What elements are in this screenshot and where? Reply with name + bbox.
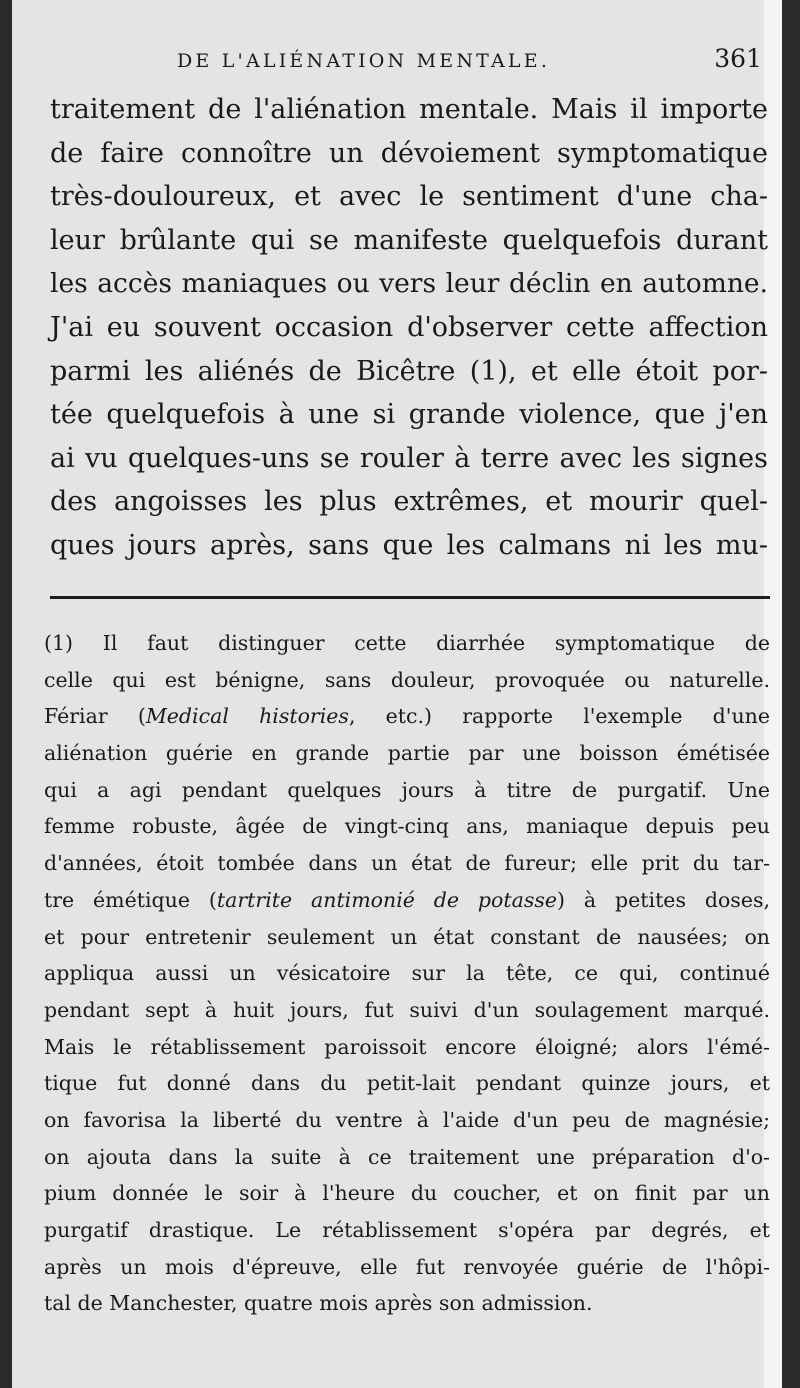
footnote-line: appliqua aussi un vésicatoire sur la tête, ce qui, continué — [44, 961, 770, 986]
italic-title: Medical histories — [145, 704, 349, 729]
footnote-text: Fériar ( — [44, 704, 146, 729]
main-text — [50, 88, 768, 568]
text-line: traitement de l'aliénation mentale. Mais il importe — [50, 94, 768, 125]
footnote-line — [44, 882, 770, 919]
footnote-line: femme robuste, âgée de vingt-cinq ans, maniaque depuis peu — [44, 814, 770, 839]
page-number: 361 — [714, 44, 762, 73]
footnote-line: tal de Manchester, quatre mois après son admission. — [44, 1291, 593, 1316]
footnote-line: purgatif drastique. Le rétablissement s'opéra par degrés, et — [44, 1218, 770, 1242]
text-line: parmi les aliénés de Bicêtre (1), et elle étoit por- — [50, 355, 768, 387]
footnote-line: tique fut donné dans du petit-lait pendant quinze jours, et — [44, 1071, 770, 1096]
footnote-line: et pour entretenir seulement un état constant de nausées; on — [44, 924, 770, 949]
text-line: ques jours après, sans que les calmans ni les mu- — [50, 529, 768, 561]
text-line: de faire connoître un dévoiement symptomatique — [50, 137, 768, 169]
footnote-line: pendant sept à huit jours, fut suivi d'un soulagement marqué. — [44, 997, 770, 1022]
footnote-line: aliénation guérie en grande partie par une boisson émétisée — [44, 741, 770, 766]
page-header — [177, 44, 762, 78]
book-page — [12, 0, 782, 1388]
footnote-line: qui a agi pendant quelques jours à titre de purgatif. Une — [44, 777, 770, 802]
footnote-line: on ajouta dans la suite à ce traitement une préparation d'o- — [44, 1144, 770, 1169]
italic-term: tartrite antimonié de potasse — [216, 887, 558, 912]
footnote-text: , etc.) rapporte l'exemple d'une — [348, 704, 770, 729]
text-line: tée quelquefois à une si grande violence, que j'en — [50, 399, 768, 431]
footnote-text: tre émétique ( — [44, 887, 217, 912]
footnote-line: pium donnée le soir à l'heure du coucher, et on finit par un — [44, 1181, 770, 1206]
footnote-text: ) à petites doses, — [557, 887, 771, 912]
text-line: leur brûlante qui se manifeste quelquefois durant — [50, 224, 768, 256]
footnote-divider — [50, 596, 770, 599]
footnote-line: après un mois d'épreuve, elle fut renvoyée guérie de l'hôpi- — [44, 1254, 770, 1279]
text-line: ai vu quelques-uns se rouler à terre avec les signes — [50, 442, 768, 474]
text-line: des angoisses les plus extrêmes, et mourir quel- — [50, 486, 768, 518]
running-title: DE L'ALIÉNATION MENTALE. — [177, 50, 551, 72]
footnote-line: Mais le rétablissement paroissoit encore éloigné; alors l'émé- — [44, 1034, 770, 1059]
text-line: J'ai eu souvent occasion d'observer cette affection — [50, 311, 768, 343]
footnote-line — [44, 698, 770, 735]
footnote-line: celle qui est bénigne, sans douleur, provoquée ou naturelle. — [44, 667, 770, 692]
text-line: très-douloureux, et avec le sentiment d'une cha- — [50, 181, 768, 213]
footnote — [44, 625, 770, 1322]
footnote-line: (1) Il faut distinguer cette diarrhée symptomatique de — [44, 631, 770, 655]
footnote-line: on favorisa la liberté du ventre à l'aide d'un peu de magnésie; — [44, 1107, 770, 1132]
text-line: les accès maniaques ou vers leur déclin en automne. — [50, 268, 768, 300]
footnote-line: d'années, étoit tombée dans un état de fureur; elle prit du tar- — [44, 851, 770, 876]
